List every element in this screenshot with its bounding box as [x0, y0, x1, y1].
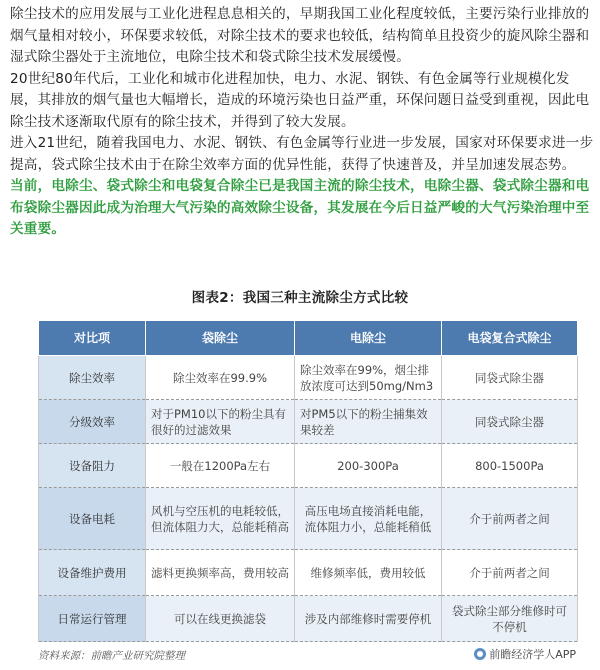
cell-hybrid: 袋式除尘部分维修时可不停机: [442, 596, 578, 642]
cell-hybrid: 同袋式除尘器: [442, 356, 578, 400]
row-item: 日常运行管理: [39, 596, 146, 642]
brand-name: 前瞻经济学人APP: [489, 648, 576, 661]
figure-title: 图表2：我国三种主流除尘方式比较: [191, 290, 409, 306]
row-item: 除尘效率: [39, 356, 146, 400]
cell-electric: 涉及内部维修时需要停机: [295, 596, 442, 642]
paragraph-3: 进入21世纪，随着我国电力、水泥、钢铁、有色金属等行业进一步发展，国家对环保要求进一步提高，袋式除尘技术由于在除尘效率方面的优异性能，获得了快速普及，并呈加速发展态势。: [10, 135, 594, 173]
header-electric: 电除尘: [295, 321, 442, 356]
cell-electric: 维修频率低，费用较低: [295, 550, 442, 596]
cell-electric: 高压电场直接消耗电能，流体阻力小，总能耗稍低: [295, 488, 442, 550]
row-item: 设备维护费用: [39, 550, 146, 596]
article-body: [10, 4, 594, 241]
row-item: 设备电耗: [39, 488, 146, 550]
cell-hybrid: 介于前两者之间: [442, 550, 578, 596]
cell-electric: 对PM5以下的粉尘捕集效果较差: [295, 400, 442, 444]
cell-bag: 风机与空压机的电耗较低，但流体阻力大，总能耗稍高: [146, 488, 295, 550]
header-bag: 袋除尘: [146, 321, 295, 356]
cell-hybrid: 同袋式除尘器: [442, 400, 578, 444]
table-row: [39, 444, 578, 488]
row-item: 分级效率: [39, 400, 146, 444]
source-note: 资料来源：前瞻产业研究院整理: [38, 650, 185, 662]
table-row: [39, 596, 578, 642]
table-row: [39, 488, 578, 550]
brand-watermark: [474, 646, 576, 662]
table-header-row: [39, 321, 578, 356]
header-item: 对比项: [39, 321, 146, 356]
paragraph-1: 除尘技术的应用发展与工业化进程息息相关的，早期我国工业化程度较低，主要污染行业排放的烟气量相对较小，环保要求较低，对除尘技术的要求也较低，结构简单且投资少的旋风除尘器和湿式除尘器处于主流地位，电除尘技术和袋式除尘技术发展缓慢。: [10, 6, 590, 65]
cell-bag: 对于PM10以下的粉尘具有很好的过滤效果: [146, 400, 295, 444]
cell-bag: 除尘效率在99.9%: [146, 356, 295, 400]
table-row: [39, 356, 578, 400]
cell-bag: 一般在1200Pa左右: [146, 444, 295, 488]
cell-hybrid: 介于前两者之间: [442, 488, 578, 550]
cell-hybrid: 800-1500Pa: [442, 444, 578, 488]
brand-logo-icon: [474, 648, 486, 660]
paragraph-2: 20世纪80年代后，工业化和城市化进程加快，电力、水泥、钢铁、有色金属等行业规模化发展，其排放的烟气量也大幅增长，造成的环境污染也日益严重，环保问题日益受到重视，因此电除尘技术逐渐取代原有的除尘技术，并得到了较大发展。: [10, 70, 590, 130]
header-hybrid: 电袋复合式除尘: [442, 321, 578, 356]
paragraph-highlight: 当前，电除尘、袋式除尘和电袋复合除尘已是我国主流的除尘技术，电除尘器、袋式除尘器和电布袋除尘器因此成为治理大气污染的高效除尘设备，其发展在今后日益严峻的大气污染治理中至关重要。: [10, 178, 590, 237]
cell-bag: 可以在线更换滤袋: [146, 596, 295, 642]
cell-electric: 200-300Pa: [295, 444, 442, 488]
cell-electric: 除尘效率在99%，烟尘排放浓度可达到50mg/Nm3: [295, 356, 442, 400]
table-row: [39, 400, 578, 444]
comparison-table: [38, 320, 578, 642]
cell-bag: 滤料更换频率高，费用较高: [146, 550, 295, 596]
table-row: [39, 550, 578, 596]
row-item: 设备阻力: [39, 444, 146, 488]
